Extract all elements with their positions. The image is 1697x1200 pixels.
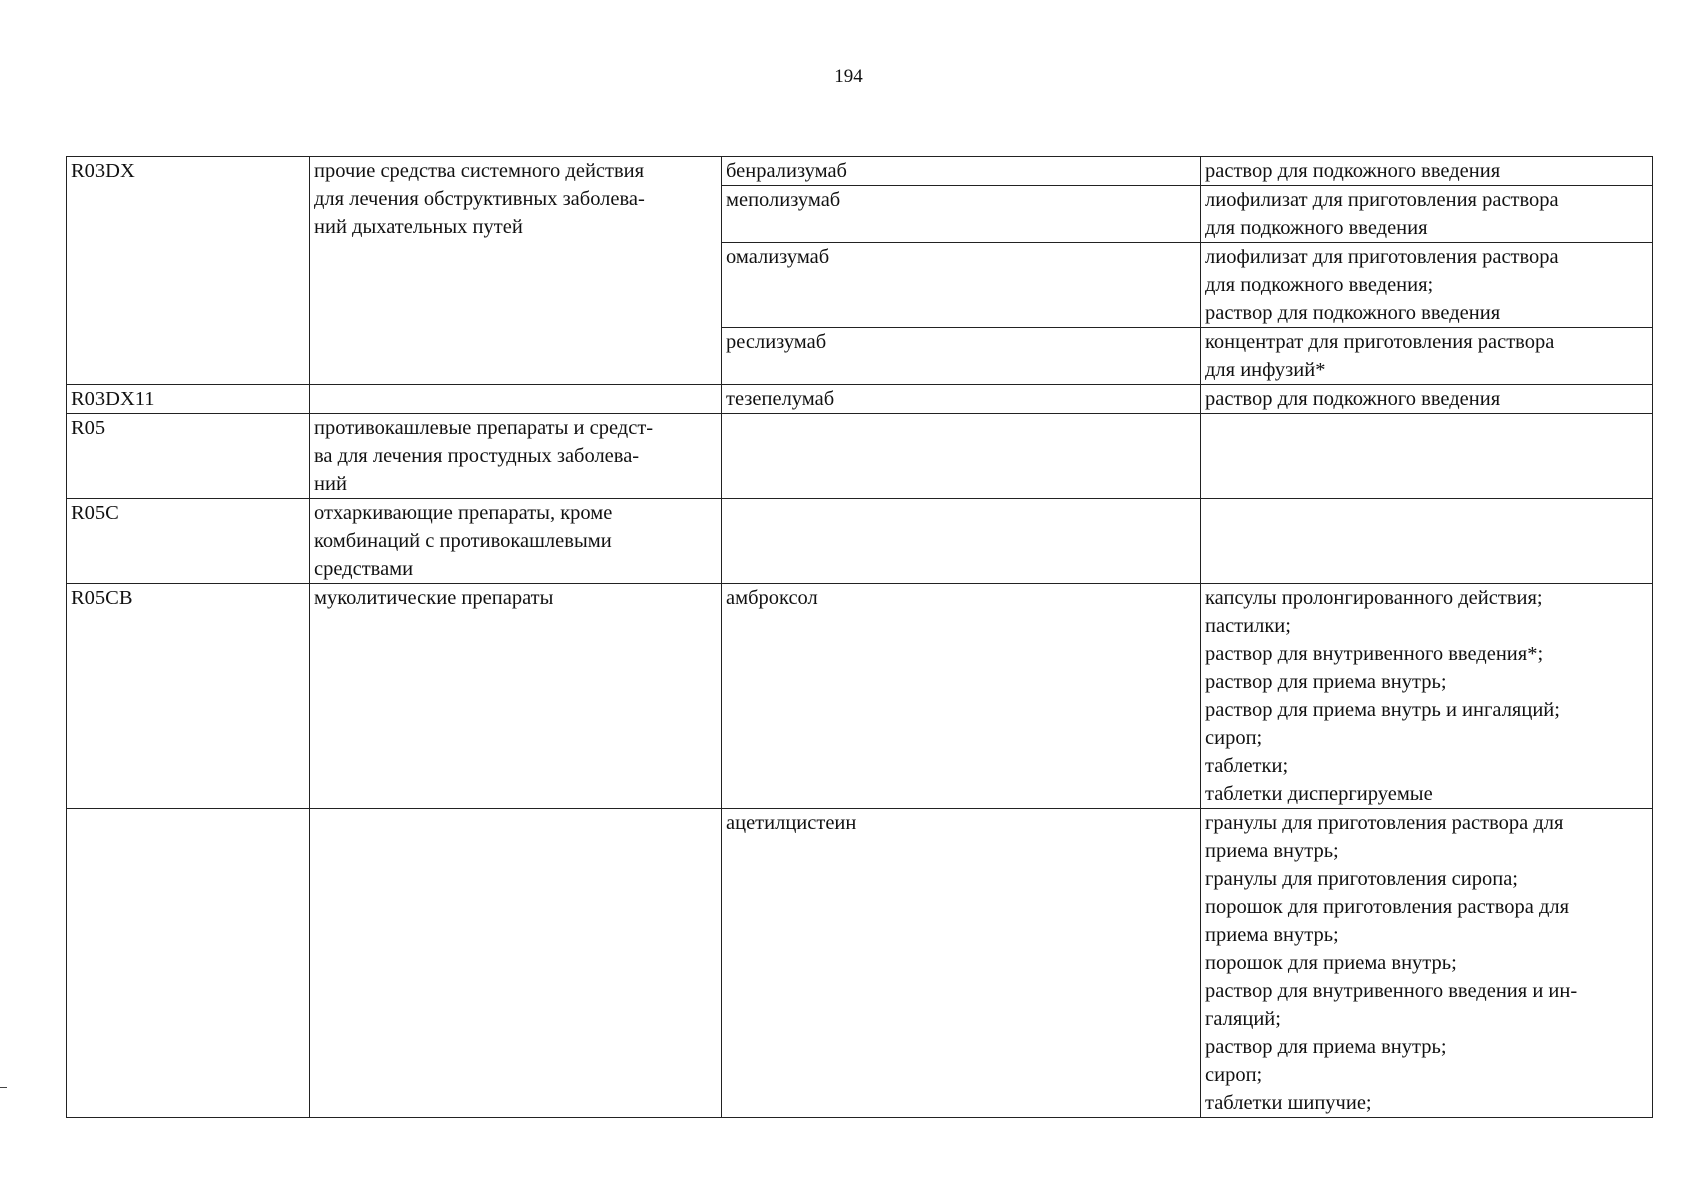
form-cell [1201, 385, 1653, 414]
group-cell [310, 414, 722, 499]
dosage-form: лиофилизат для приготовления раствора для подкожного введения; раствор для подкожного введения [1205, 246, 1559, 324]
group-name: муколитические препараты [314, 587, 554, 609]
group-cell [310, 584, 722, 809]
drug-cell [722, 414, 1201, 499]
scan-mark [0, 1087, 7, 1088]
atc-code-cell [67, 499, 310, 584]
drug-cell [722, 186, 1201, 243]
drug-cell [722, 584, 1201, 809]
drug-name: амброксол [726, 587, 818, 609]
form-cell [1201, 414, 1653, 499]
drug-table [66, 156, 1653, 1118]
drug-cell [722, 157, 1201, 186]
table-row [67, 809, 1653, 1118]
drug-cell [722, 328, 1201, 385]
dosage-form: раствор для подкожного введения [1205, 388, 1501, 410]
drug-cell [722, 499, 1201, 584]
table-row [67, 414, 1653, 499]
group-cell [310, 809, 722, 1118]
drug-name: реслизумаб [726, 331, 827, 353]
form-cell [1201, 243, 1653, 328]
dosage-form: гранулы для приготовления раствора для приема внутрь; гранулы для приготовления сиропа; порошок для приготовления раствора для приема внутрь; порошок для приема внутрь; раствор для внутривенного введения и ин- галяций; раствор для приема внутрь; сироп; таблетки шипучие; [1205, 812, 1578, 1114]
group-cell [310, 499, 722, 584]
table-row [67, 157, 1653, 186]
atc-code-cell [67, 809, 310, 1118]
atc-code-cell [67, 157, 310, 385]
drug-cell [722, 385, 1201, 414]
drug-cell [722, 809, 1201, 1118]
atc-code-cell [67, 385, 310, 414]
drug-cell [722, 243, 1201, 328]
form-cell [1201, 157, 1653, 186]
dosage-form: лиофилизат для приготовления раствора для подкожного введения [1205, 189, 1559, 239]
drug-name: омализумаб [726, 246, 830, 268]
form-cell [1201, 186, 1653, 243]
group-name: отхаркивающие препараты, кроме комбинаций с противокашлевыми средствами [314, 502, 613, 580]
form-cell [1201, 809, 1653, 1118]
dosage-form: капсулы пролонгированного действия; пастилки; раствор для внутривенного введения*; раствор для приема внутрь; раствор для приема внутрь и ингаляций; сироп; таблетки; таблетки диспергируемые [1205, 587, 1560, 805]
page-number: 194 [834, 66, 863, 87]
group-name: противокашлевые препараты и средст- ва для лечения простудных заболева- ний [314, 417, 654, 495]
atc-code: R05C [71, 502, 119, 524]
dosage-form: концентрат для приготовления раствора для инфузий* [1205, 331, 1555, 381]
atc-code-cell [67, 414, 310, 499]
form-cell [1201, 328, 1653, 385]
dosage-form: раствор для подкожного введения [1205, 160, 1501, 182]
table-row [67, 385, 1653, 414]
atc-code: R05 [71, 417, 106, 439]
atc-code: R03DX [71, 160, 135, 182]
table-row [67, 499, 1653, 584]
group-cell [310, 157, 722, 385]
form-cell [1201, 499, 1653, 584]
drug-name: ацетилцистеин [726, 812, 857, 834]
atc-code-cell [67, 584, 310, 809]
drug-name: меполизумаб [726, 189, 841, 211]
drug-name: бенрализумаб [726, 160, 847, 182]
table-row [67, 584, 1653, 809]
atc-code: R05CB [71, 587, 133, 609]
group-name: прочие средства системного действия для лечения обструктивных заболева- ний дыхательных путей [314, 160, 645, 238]
atc-code: R03DX11 [71, 388, 155, 410]
form-cell [1201, 584, 1653, 809]
drug-name: тезепелумаб [726, 388, 835, 410]
group-cell [310, 385, 722, 414]
